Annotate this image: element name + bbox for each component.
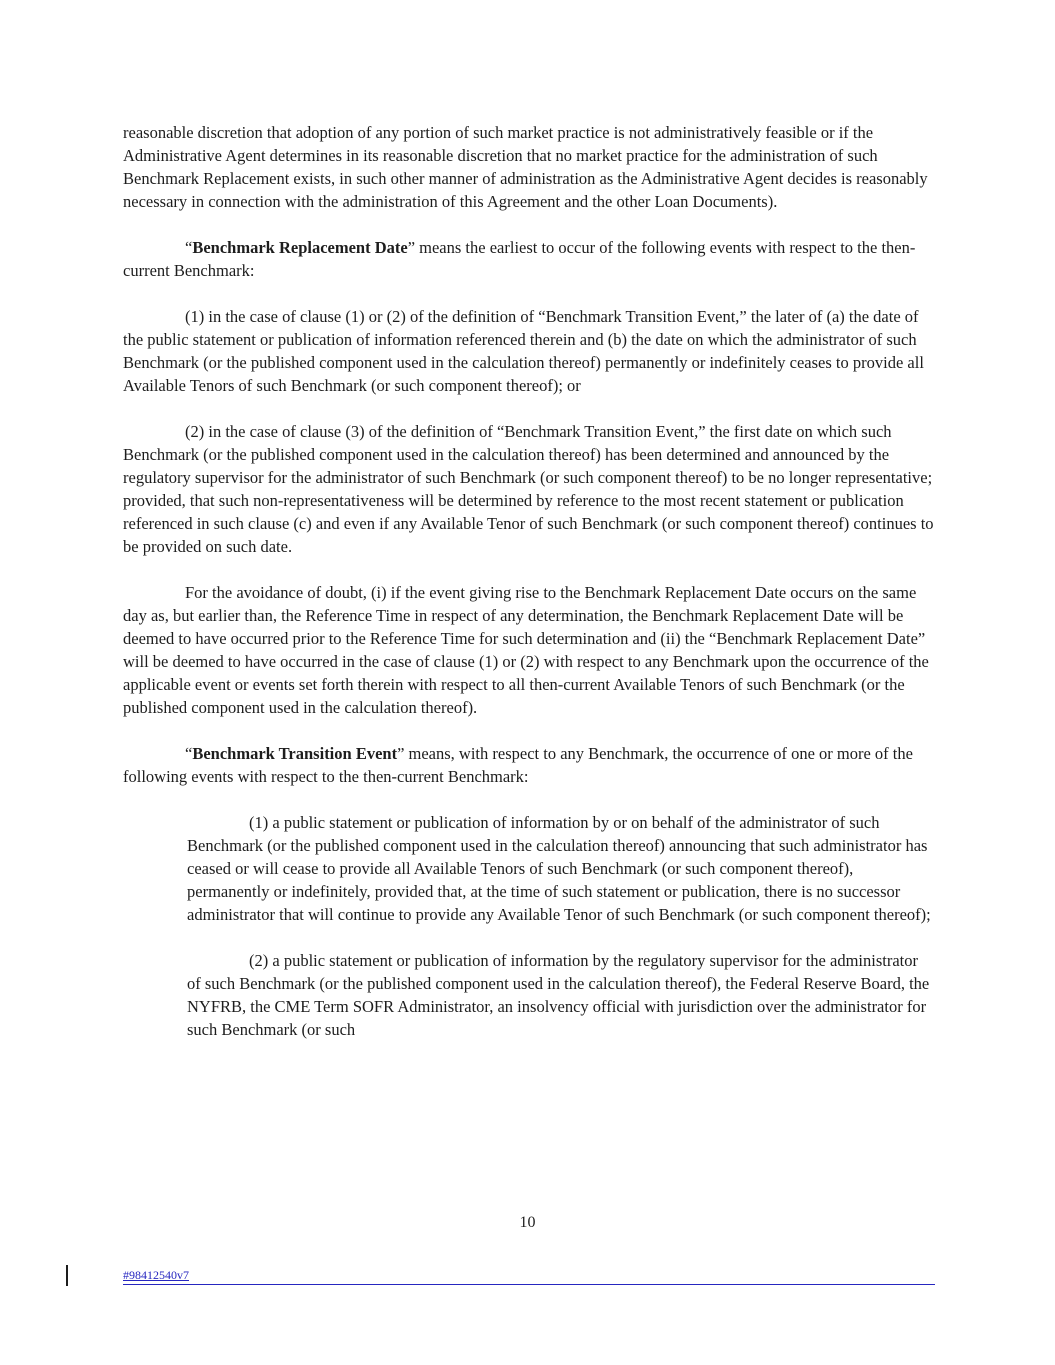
revision-change-bar xyxy=(66,1265,68,1286)
paragraph xyxy=(123,420,935,558)
document-id-link[interactable]: #98412540v7 xyxy=(123,1268,189,1282)
text-run: (2) a public statement or publication of information by the regulatory supervisor for the administrator of such Benchmark (or the published component used in the calculation thereof), the Federal Reserve Board, the NYFRB, the CME Term SOFR Administrator, an insolvency official with jurisdiction over the administrator for such Benchmark (or such xyxy=(187,951,930,1039)
document-body xyxy=(123,121,935,1064)
text-run: “ xyxy=(185,238,193,257)
text-run: (1) in the case of clause (1) or (2) of the definition of “Benchmark Transition Event,” the later of (a) the date of the public statement or publication of information referenced therein and (b) the date on which the administrator of such Benchmark (or the published component used in the calculation thereof) permanently or indefinitely ceases to provide all Available Tenors of such Benchmark (or such component thereof); or xyxy=(123,307,924,395)
text-run: (2) in the case of clause (3) of the definition of “Benchmark Transition Event,” the first date on which such Benchmark (or the published component used in the calculation thereof) has been determined and announced by the regulatory supervisor for the administrator of such Benchmark (or such component thereof) to be no longer representative; provided, that such non-representativeness will be determined by reference to the most recent statement or publication referenced in such clause (c) and even if any Available Tenor of such Benchmark (or such component thereof) continues to be provided on such date. xyxy=(123,422,934,556)
text-run: (1) a public statement or publication of information by or on behalf of the administrator of such Benchmark (or the published component used in the calculation thereof) announcing that such administrator has ceased or will cease to provide all Available Tenors of such Benchmark (or such component thereof), permanently or indefinitely, provided that, at the time of such statement or publication, there is no successor administrator that will continue to provide any Available Tenor of such Benchmark (or such component thereof); xyxy=(187,813,931,924)
defined-term: Benchmark Replacement Date xyxy=(192,238,408,257)
page-number: 10 xyxy=(519,1214,536,1231)
paragraph xyxy=(123,121,935,213)
paragraph xyxy=(123,305,935,397)
text-run: ” means the earliest to occur of the following events with respect to the then-current Benchmark: xyxy=(123,238,916,280)
text-run: reasonable discretion that adoption of any portion of such market practice is not administratively feasible or if the Administrative Agent determines in its reasonable discretion that no market practice for the administration of such Benchmark Replacement exists, in such other manner of administration as the Administrative Agent decides is reasonably necessary in connection with the administration of this Agreement and the other Loan Documents). xyxy=(123,123,928,211)
paragraph xyxy=(123,581,935,719)
text-run: For the avoidance of doubt, (i) if the event giving rise to the Benchmark Replacement Date occurs on the same day as, but earlier than, the Reference Time in respect of any determination, the Benchmark Replacement Date will be deemed to have occurred prior to the Reference Time for such determination and (ii) the “Benchmark Replacement Date” will be deemed to have occurred in the case of clause (1) or (2) with respect to any Benchmark upon the occurrence of the applicable event or events set forth therein with respect to all then-current Available Tenors of such Benchmark (or the published component used in the calculation thereof). xyxy=(123,583,929,717)
defined-term: Benchmark Transition Event xyxy=(192,744,398,763)
footer-rule xyxy=(123,1268,935,1285)
text-run: “ xyxy=(185,744,193,763)
paragraph xyxy=(187,811,935,926)
paragraph xyxy=(123,236,935,282)
paragraph xyxy=(123,742,935,788)
text-run: ” means, with respect to any Benchmark, the occurrence of one or more of the following events with respect to the then-current Benchmark: xyxy=(123,744,913,786)
paragraph xyxy=(187,949,935,1041)
